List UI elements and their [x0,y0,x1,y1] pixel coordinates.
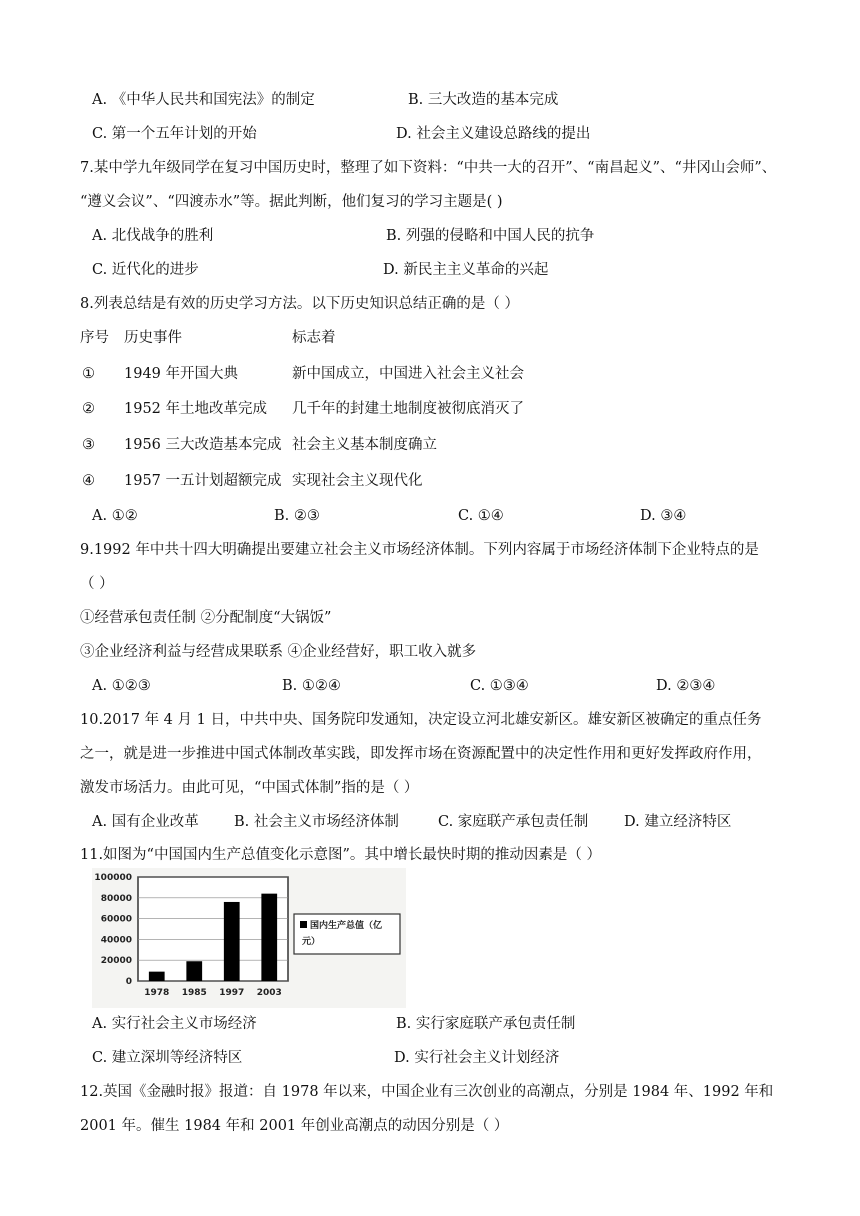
y-tick-label: 80000 [100,893,132,904]
y-tick-label: 40000 [100,935,132,946]
legend [294,914,400,954]
gdp-chart-svg [92,868,406,1008]
q8-row-mark: 实现社会主义现代化 [292,473,423,489]
q8-option-d: D. ③④ [640,508,687,524]
q8-row-num: ② [82,401,95,417]
q8-header-num: 序号 [80,330,109,346]
x-tick-label: 2003 [256,988,282,998]
bar-2003 [261,894,277,981]
y-tick-label: 0 [125,977,132,987]
q9-items-line2: ③企业经济利益与经营成果联系 ④企业经营好，职工收入就多 [80,644,477,660]
q11-option-d: D. 实行社会主义计划经济 [394,1050,560,1066]
q7-option-a: A. 北伐战争的胜利 [92,228,214,244]
q11-option-b: B. 实行家庭联产承包责任制 [396,1016,576,1032]
q7-option-c: C. 近代化的进步 [92,262,199,278]
q6-option-a: A. 《中华人民共和国宪法》的制定 [92,92,315,108]
q11-option-a: A. 实行社会主义市场经济 [92,1016,257,1032]
q10-option-b: B. 社会主义市场经济体制 [234,814,399,830]
bar-1978 [149,972,165,981]
q8-option-a: A. ①② [92,508,138,524]
legend-box [294,914,400,954]
q12-stem-line1: 12.英国《金融时报》报道：自 1978 年以来，中国企业有三次创业的高潮点，分别是 1984 年、1992 年和 [80,1084,774,1100]
q6-option-d: D. 社会主义建设总路线的提出 [396,126,591,142]
q9-stem-line2: （ ） [80,576,114,592]
q8-row-event: 1957 一五计划超额完成 [124,473,282,489]
q7-stem-line1: 7.某中学九年级同学在复习中国历史时，整理了如下资料：“中共一大的召开”、“南昌起义”、“井冈山会师”、 [80,160,777,176]
q9-option-a: A. ①②③ [92,678,151,694]
y-tick-label: 60000 [100,914,132,925]
y-tick-label: 20000 [100,956,132,967]
q10-stem-line2: 之一，就是进一步推进中国式体制改革实践，即发挥市场在资源配置中的决定性作用和更好发挥政府作用， [80,746,762,762]
q9-option-b: B. ①②④ [282,678,341,694]
q9-items-line1: ①经营承包责任制 ②分配制度“大锅饭” [80,610,332,626]
q10-option-a: A. 国有企业改革 [92,814,199,830]
bar-1985 [186,961,202,981]
q6-option-b: B. 三大改造的基本完成 [408,92,559,108]
q12-stem-line2: 2001 年。催生 1984 年和 2001 年创业高潮点的动因分别是（ ） [80,1118,509,1134]
q8-row-mark: 社会主义基本制度确立 [292,437,437,453]
q9-option-d: D. ②③④ [656,678,716,694]
q10-stem-line1: 10.2017 年 4 月 1 日，中共中央、国务院印发通知，决定设立河北雄安新区。雄安新区被确定的重点任务 [80,712,762,728]
q10-stem-line3: 激发市场活力。由此可见，“中国式体制”指的是（ ） [80,780,419,796]
q7-option-d: D. 新民主主义革命的兴起 [383,262,549,278]
q10-option-d: D. 建立经济特区 [624,814,732,830]
q8-option-b: B. ②③ [274,508,320,524]
gdp-bar-chart [92,868,406,1008]
legend-label-line2: 元） [302,937,321,947]
q9-stem-line1: 9.1992 年中共十四大明确提出要建立社会主义市场经济体制。下列内容属于市场经济体制下企业特点的是 [80,542,759,558]
q8-header-mark: 标志着 [292,330,336,346]
legend-label-line1: 国内生产总值（亿 [310,921,383,931]
bar-1997 [224,902,240,981]
q7-option-b: B. 列强的侵略和中国人民的抗争 [386,228,595,244]
x-tick-label: 1978 [144,988,170,998]
x-tick-label: 1997 [219,988,245,998]
q8-row-event: 1952 年土地改革完成 [124,401,268,417]
x-tick-label: 1985 [181,988,207,998]
q8-header-event: 历史事件 [124,330,182,346]
legend-swatch [300,921,307,928]
q7-stem-line2: “遵义会议”、“四渡赤水”等。据此判断，他们复习的学习主题是( ) [80,194,503,210]
y-tick-label: 100000 [94,873,132,883]
q8-row-mark: 几千年的封建土地制度被彻底消灭了 [292,401,524,417]
q8-option-c: C. ①④ [458,508,504,524]
x-axis-ticks [144,988,282,998]
q8-stem: 8.列表总结是有效的历史学习方法。以下历史知识总结正确的是（ ） [80,296,519,312]
q11-stem: 11.如图为“中国国内生产总值变化示意图”。其中增长最快时期的推动因素是（ ） [80,847,601,863]
q8-row-num: ① [82,366,95,382]
q8-row-num: ③ [82,437,95,453]
q9-option-c: C. ①③④ [470,678,529,694]
q11-option-c: C. 建立深圳等经济特区 [92,1050,243,1066]
q10-option-c: C. 家庭联产承包责任制 [438,814,589,830]
q8-row-num: ④ [82,473,95,489]
q8-row-mark: 新中国成立，中国进入社会主义社会 [292,366,524,382]
q6-option-c: C. 第一个五年计划的开始 [92,126,257,142]
y-axis-ticks [94,873,132,987]
q8-row-event: 1956 三大改造基本完成 [124,437,282,453]
q8-row-event: 1949 年开国大典 [124,366,239,382]
